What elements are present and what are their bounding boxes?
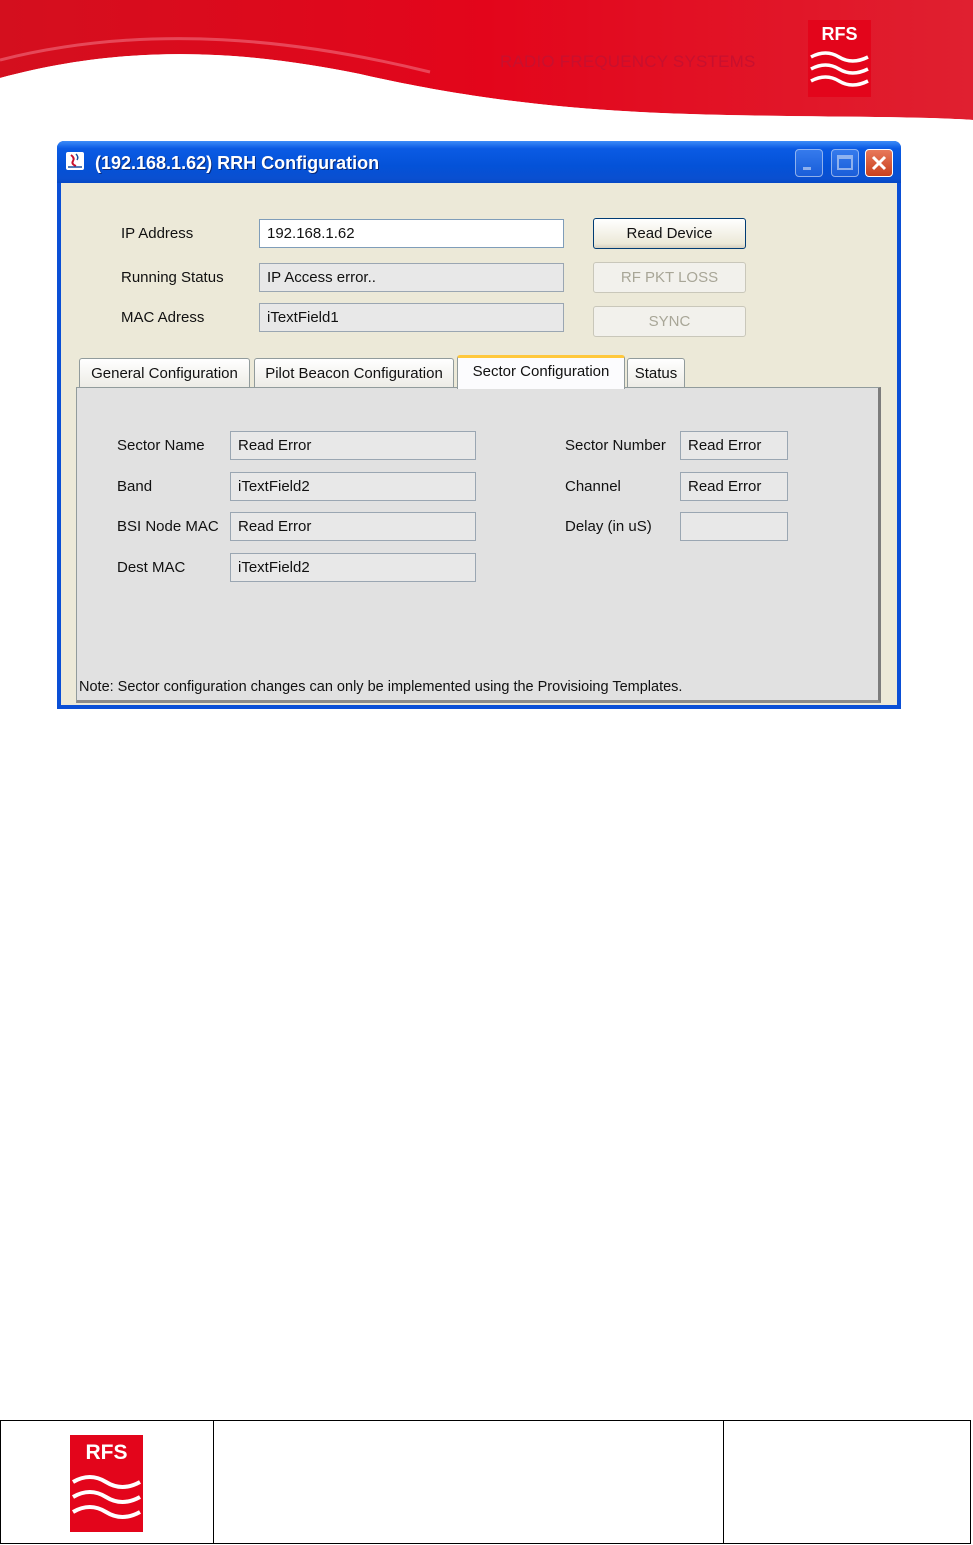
company-name: RADIO FREQUENCY SYSTEMS (500, 52, 756, 71)
tab-sector-configuration[interactable]: Sector Configuration (457, 355, 625, 389)
running-status-field: IP Access error.. (259, 263, 564, 292)
mac-address-label: MAC Adress (121, 309, 205, 326)
dest-mac-field: iTextField2 (230, 553, 476, 582)
bsi-node-mac-label: BSI Node MAC (117, 518, 219, 535)
tab-general-configuration[interactable]: General Configuration (79, 358, 250, 388)
sector-number-field: Read Error (680, 431, 788, 460)
sector-name-field: Read Error (230, 431, 476, 460)
footer-wave-icon (70, 1470, 143, 1532)
delay-field (680, 512, 788, 541)
close-icon (866, 150, 892, 176)
footer-divider (213, 1421, 214, 1543)
sync-button[interactable]: SYNC (593, 306, 746, 337)
band-label: Band (117, 478, 153, 495)
sector-config-note: Note: Sector configuration changes can only be implemented using the Provisioing Templates. (79, 679, 683, 695)
header-banner (0, 0, 973, 130)
java-app-icon (65, 151, 85, 171)
minimize-icon (796, 150, 822, 176)
running-status-label: Running Status (121, 269, 224, 286)
rf-pkt-loss-button[interactable]: RF PKT LOSS (593, 262, 746, 293)
window-title: (192.168.1.62) RRH Configuration (95, 153, 380, 173)
footer-divider (723, 1421, 724, 1543)
rfs-logo (808, 20, 871, 97)
wave-icon (808, 47, 871, 97)
delay-label: Delay (in uS) (565, 518, 652, 535)
tab-status[interactable]: Status (627, 358, 685, 388)
maximize-button[interactable] (831, 149, 859, 177)
rrh-configuration-window (57, 141, 901, 709)
rfs-logo-text: RFS (821, 24, 858, 44)
band-field: iTextField2 (230, 472, 476, 501)
channel-field: Read Error (680, 472, 788, 501)
bsi-node-mac-field: Read Error (230, 512, 476, 541)
sector-name-label: Sector Name (117, 437, 205, 454)
sector-number-label: Sector Number (565, 437, 666, 454)
close-button[interactable] (865, 149, 893, 177)
sector-configuration-panel (76, 387, 881, 703)
mac-address-field: iTextField1 (259, 303, 564, 332)
channel-label: Channel (565, 478, 621, 495)
dest-mac-label: Dest MAC (117, 559, 186, 576)
ip-address-label: IP Address (121, 225, 194, 242)
maximize-icon (832, 150, 858, 176)
title-bar[interactable] (57, 141, 901, 183)
footer-logo-text: RFS (85, 1441, 128, 1464)
footer-table (0, 1420, 971, 1544)
ip-address-input[interactable]: 192.168.1.62 (259, 219, 564, 248)
footer-rfs-logo (70, 1435, 143, 1532)
minimize-button[interactable] (795, 149, 823, 177)
window-content (61, 183, 897, 705)
read-device-button[interactable]: Read Device (593, 218, 746, 249)
tab-pilot-beacon-configuration[interactable]: Pilot Beacon Configuration (254, 358, 454, 388)
